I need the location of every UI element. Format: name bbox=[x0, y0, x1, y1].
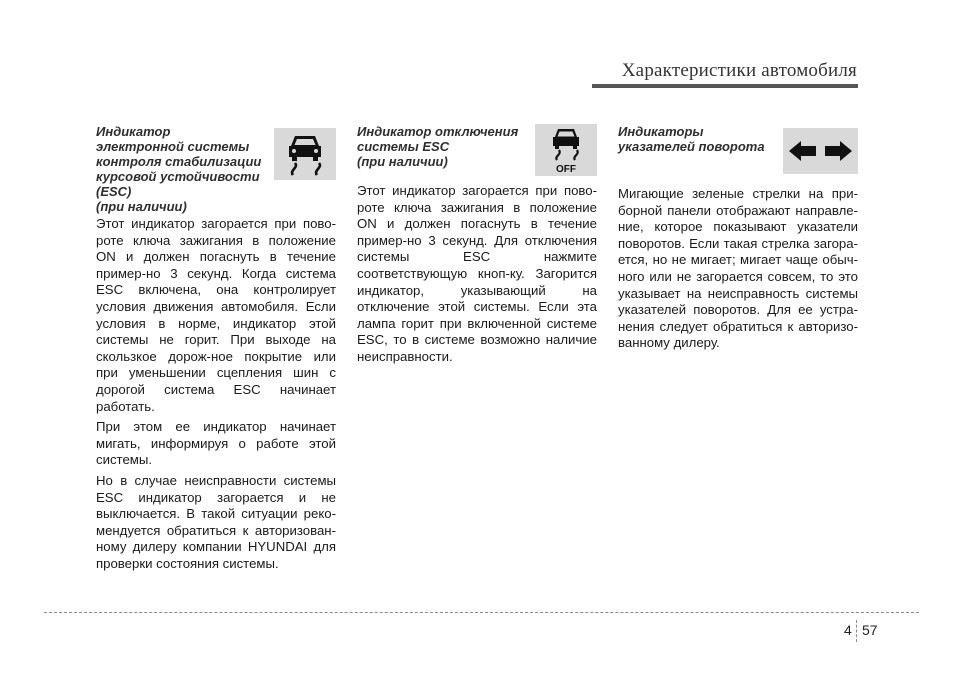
turn-signal-indicator-box bbox=[783, 128, 858, 174]
esc-paragraph: Этот индикатор загорается при пово-роте ключа зажигания в положение ON и должен погаснуть в течение пример-но 3 секунд. Когда система ESC включена, она контролирует условия движения автомобиля. Если условия в норме, индикатор этой системы не горит. При выходе на скользкое дорож-ное покрытие или при уменьшении сцепления шин с дорогой система ESC начинает работать. bbox=[96, 216, 336, 414]
esc-indicator-box bbox=[274, 128, 336, 180]
esc-off-section bbox=[357, 124, 597, 370]
esc-paragraph: При этом ее индикатор начинает мигать, информируя о работе этой системы. bbox=[96, 419, 336, 468]
turn-signal-section-head bbox=[618, 124, 858, 154]
turn-signal-paragraph: Мигающие зеленые стрелки на при-борной панели отображают направле-ние, которое показывают указатели поворотов. Если такая стрелка загора-ется, но не мигает; мигает чаще обыч-ного или не загорается совсем, то это указывает на неисправность системы указателей поворотов. Для ее устра-нения следует обратиться к авторизо-ванному дилеру. bbox=[618, 186, 858, 351]
esc-section-title: Индикатор электронной системы контроля стабилизации курсовой устойчивости (ESC) (при наличии) bbox=[96, 124, 262, 214]
page-number: 57 bbox=[862, 622, 878, 638]
turn-signal-section bbox=[618, 124, 858, 356]
chapter-number: 4 bbox=[844, 622, 852, 638]
esc-off-section-title: Индикатор отключения системы ESC (при наличии) bbox=[357, 124, 519, 169]
esc-section-head bbox=[96, 124, 336, 214]
esc-paragraph: Но в случае неисправности системы ESC индикатор загорается и не выключается. В такой ситуации реко-мендуется обратиться к авторизован-ному дилеру компании HYUNDAI для проверки состояния системы. bbox=[96, 472, 336, 571]
esc-car-skid-icon bbox=[274, 128, 336, 180]
esc-off-indicator-box bbox=[535, 124, 597, 176]
page-header-title: Характеристики автомобиля bbox=[621, 60, 857, 81]
esc-off-paragraph: Этот индикатор загорается при пово-роте ключа зажигания в положение ON и должен погаснуть в течение пример-но 3 секунд. Для отключения системы ESC нажмите соответствующую кноп-ку. Загорится индикатор, указывающий на отключение этой системы. Если эта лампа горит при включенной системе ESC, то в системе возможно наличие неисправности. bbox=[357, 183, 597, 364]
header-rule bbox=[592, 84, 858, 88]
page-number-separator bbox=[856, 620, 857, 642]
esc-off-icon-text: OFF bbox=[556, 164, 576, 175]
turn-signal-arrows-icon bbox=[783, 128, 858, 174]
esc-off-section-head bbox=[357, 124, 597, 175]
esc-off-icon bbox=[535, 124, 597, 176]
esc-section bbox=[96, 124, 336, 576]
turn-signal-section-title: Индикаторы указателей поворота bbox=[618, 124, 765, 154]
footer-rule bbox=[44, 612, 919, 613]
